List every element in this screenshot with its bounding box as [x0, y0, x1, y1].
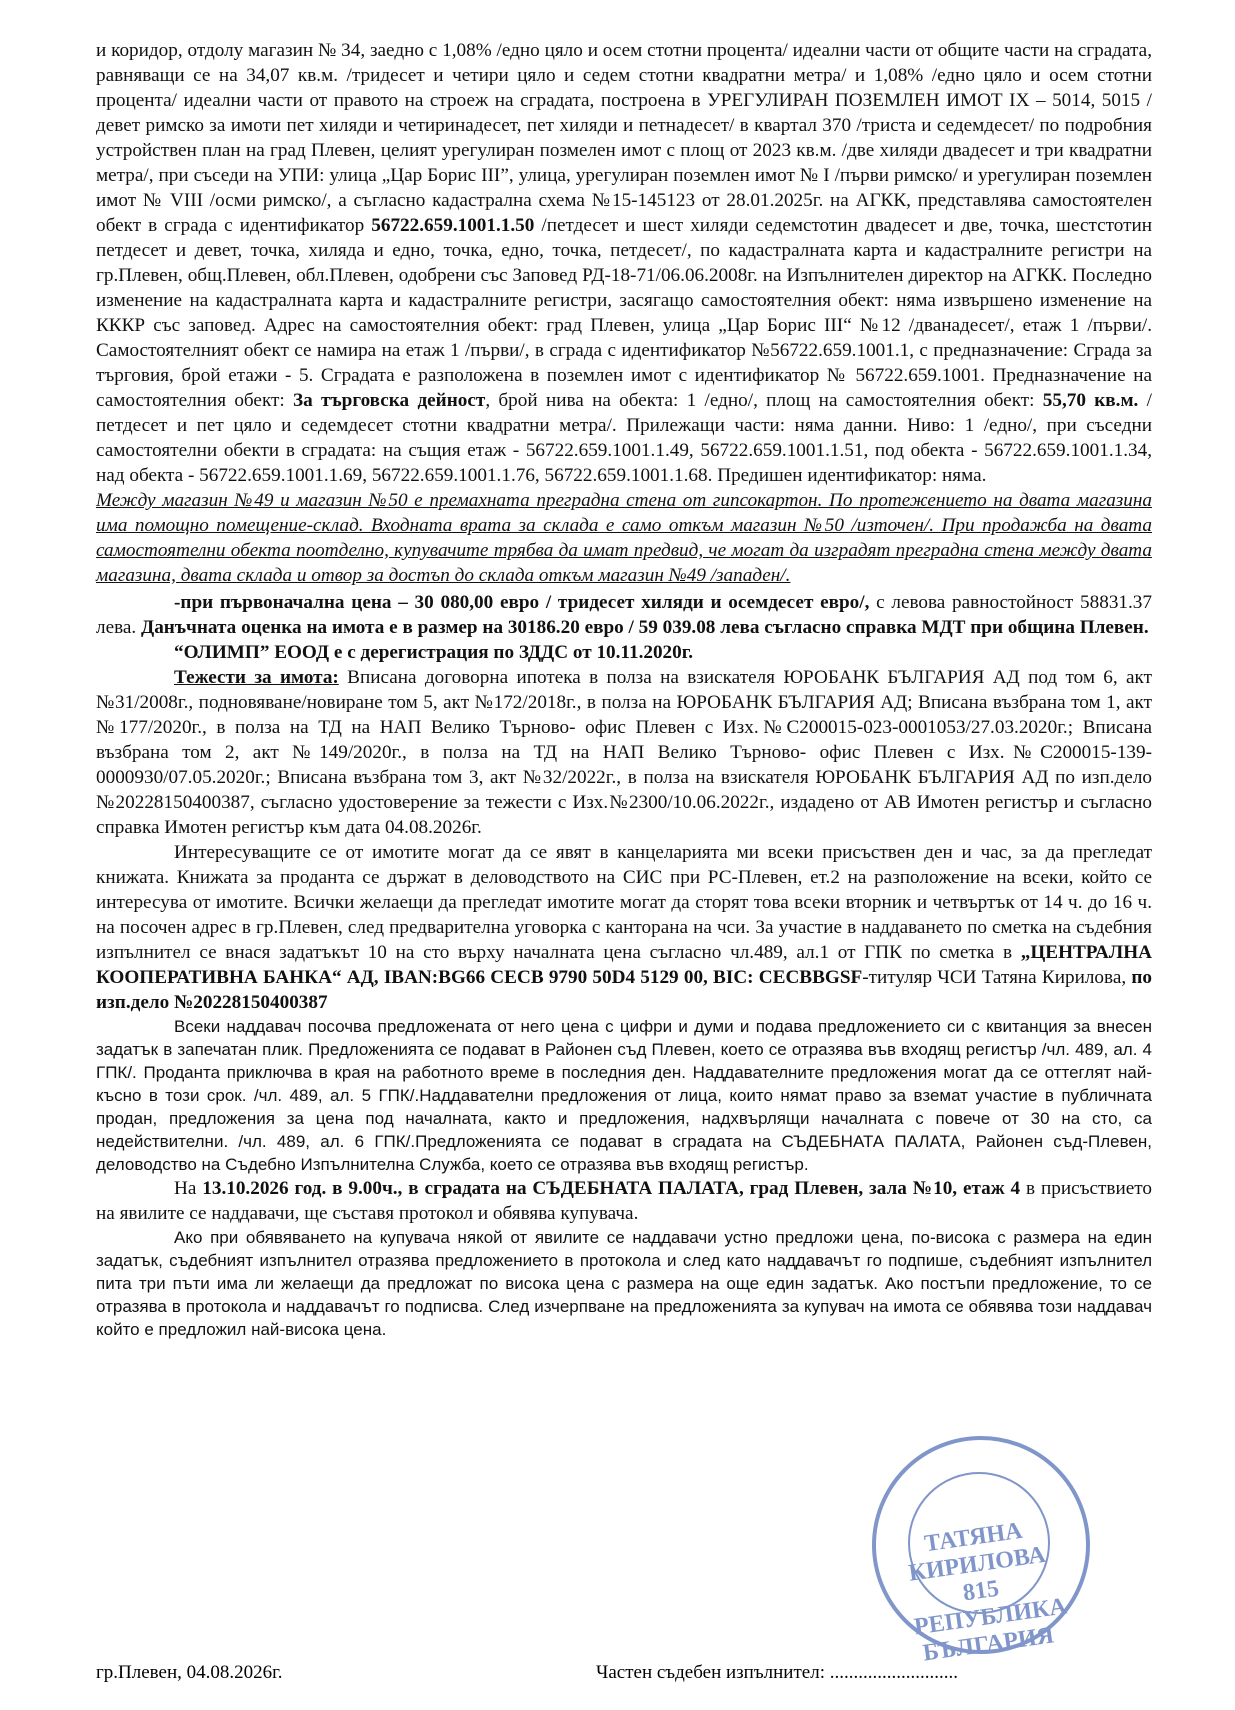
- inspection-paragraph: [96, 840, 1152, 1015]
- lev-equivalent: с левова равностойност 58831.37 лева.: [96, 592, 1152, 638]
- tax-assessment: Данъчната оценка на имота е в размер на 30186.20 евро / 59 039.08 лева съгласно справка МДТ при община Плевен.: [141, 617, 1149, 638]
- hearing-date-place: 13.10.2026 год. в 9.00ч., в сградата на СЪДЕБНАТА ПАЛАТА, град Плевен, зала №10, етаж 4: [202, 1178, 1021, 1199]
- property-identifier: 56722.659.1001.1.50: [371, 215, 535, 236]
- hearing-paragraph: [96, 1176, 1152, 1226]
- document-body: [96, 38, 1152, 1341]
- hearing-suffix: в присъствието на явилите се наддавачи, ще съставя протокол и обявява купувача.: [96, 1178, 1152, 1224]
- stamp-text: ТАТЯНА КИРИЛОВА 815 РЕПУБЛИКА БЪЛГАРИЯ: [907, 1517, 1069, 1667]
- case-number: по изп.дело №20228150400387: [96, 967, 1152, 1013]
- final-paragraph: Ако при обявяването на купувача някой от явилите се наддавачи устно предложи цена, по-висока с размера на един задатък, съдебният изпълнител отразява предложението в протокола и след като наддавачът го подпише, съдебният изпълнител пита три пъти има ли желаещи да предложат по висока цена с размера на още един задатък. Ако постъпи предложение, то се отразява в протокола и наддавачът го подписва. След изчерпване на предложенията за купувач на имота се обявява този наддавач който е предложил най-висока цена.: [96, 1228, 1152, 1339]
- property-text-part2: /петдесет и шест хиляди седемстотин двадесет и две, точка, шестстотин петдесет и девет, точка, хиляда и едно, точка, едно, точка, петдесет/, по кадастралната карта и кадастралните регистри на гр.Плевен, общ.Плевен, обл.Плевен, одобрени със Заповед РД-18-71/06.06.2008г. на Изпълнителен директор на АГКК. Последно изменение на кадастралната карта и кадастралните регистри, засягащо самостоятелния обект: няма извършено изменение на КККР със заповед. Адрес на самостоятелния обект: град Плевен, улица „Цар Борис III“ №12 /дванадесет/, етаж 1 /първи/. Самостоятелният обект се намира на етаж 1 /първи/, в сграда с идентификатор №56722.659.1001.1, с предназначение: Сграда за търговия, брой етажи - 5. Сградата е разположена в поземлен имот с идентификатор № 56722.659.1001. Предназначение на самостоятелния обект:: [96, 215, 1153, 411]
- enforcement-agent-signature: Частен съдебен изпълнител: ...........................: [596, 1662, 958, 1683]
- property-text-part3: , брой нива на обекта: 1 /едно/, площ на самостоятелния обект:: [485, 390, 1043, 411]
- hearing-prefix: На: [174, 1178, 203, 1199]
- place-date: гр.Плевен, 04.08.2026г.: [96, 1662, 283, 1683]
- property-purpose: За търговска дейност: [293, 390, 486, 411]
- burdens-paragraph: [96, 665, 1152, 840]
- bank-account: „ЦЕНТРАЛНА КООПЕРАТИВНА БАНКА“ АД, IBAN:BG66 CECB 9790 50D4 5129 00, BIC: CECBBGSF: [96, 942, 1152, 988]
- price-paragraph: [96, 590, 1152, 640]
- burdens-label: Тежести за имота:: [174, 667, 339, 688]
- holder-text: -титуляр ЧСИ Татяна Кирилова,: [862, 967, 1132, 988]
- property-text-part1: и коридор, отдолу магазин № 34, заедно с 1,08% /едно цяло и осем стотни процента/ идеални части от общите части на сградата, равняващи се на 34,07 кв.м. /тридесет и четири цяло и седем стотни квадратни метра/ и 1,08% /едно цяло и осем стотни процента/ идеални части от правото на строеж на сградата, построена в УРЕГУЛИРАН ПОЗЕМЛЕН ИМОТ IX – 5014, 5015 /девет римско за имоти пет хиляди и четиринадесет, пет хиляди и петнадесет/ в квартал 370 /триста и седемдесет/ по подробния устройствен план на град Плевен, целият урегулиран позмелен имот с площ от 2023 кв.м. /две хиляди двадесет и три квадратни метра/, при съседи на УПИ: улица „Цар Борис III”, улица, урегулиран поземлен имот № I /първи римско/ и урегулиран поземлен имот № VIII /осми римско/, а съгласно кадастрална схема №15-145123 от 28.01.2025г. на АГКК, представлява самостоятелен обект в сграда с идентификатор: [96, 40, 1152, 236]
- bids-paragraph: Всеки наддавач посочва предложената от него цена с цифри и думи и подава предложението си с квитанция за внесен задатък в запечатан плик. Предложенията се подават в Районен съд Плевен, което се отразява във входящ регистър /чл. 489, ал. 4 ГПК/. Проданта приключва в края на работното време в последния ден. Наддавателните предложения могат да се оттеглят най-късно в този срок. /чл. 489, ал. 5 ГПК/.Наддавателни предложения от лица, които нямат право за вземат участие в публичната продан, предложения за цена под началната, както и предложения, надхвърлящи началната с повече от 30 на сто, са недействителни. /чл. 489, ал. 6 ГПК/.Предложенията се подават в сградата на СЪДЕБНАТА ПАЛАТА, Районен съд-Плевен, деловодство на Съдебно Изпълнителна Служба, което се отразява във входящ регистър.: [96, 1017, 1152, 1174]
- vat-status: “ОЛИМП” ЕООД е с дерегистрация по ЗДДС от 10.11.2020г.: [174, 642, 694, 663]
- property-text-part4: /петдесет и пет цяло и седемдесет стотни квадратни метра/. Прилежащи части: няма данни. Ниво: 1 /едно/, при съседни самостоятелни обекти в сградата: на същия етаж - 56722.659.1001.1.49, 56722.659.1001.1.51, под обекта - 56722.659.1001.1.34, над обекта - 56722.659.1001.1.69, 56722.659.1001.1.76, 56722.659.1001.1.68. Предишен идентификатор: няма.: [96, 390, 1152, 486]
- initial-price: -при първоначална цена – 30 080,00 евро / тридесет хиляди и осемдесет евро/,: [174, 592, 870, 613]
- property-description: [96, 38, 1152, 488]
- partition-note: Между магазин №49 и магазин №50 е премахната преградна стена от гипсокартон. По протежението на двата магазина има помощно помещение-склад. Входната врата за склада е само откъм магазин №50 /източен/. При продажба на двата самостоятелни обекта поотделно, купувачите трябва да имат предвид, че могат да изградят преградна стена между двата магазина, двата склада и отвор за достъп до склада откъм магазин №49 /западен/.: [96, 490, 1152, 586]
- burdens-text: Вписана договорна ипотека в полза на взискателя ЮРОБАНК БЪЛГАРИЯ АД под том 6, акт №31/2008г., подновяване/новиране том 5, акт №172/2018г., в полза на ЮРОБАНК БЪЛГАРИЯ АД; Вписана възбрана том 1, акт №177/2020г., в полза на ТД на НАП Велико Търново- офис Плевен с Изх.№С200015-023-0001053/27.03.2020г.; Вписана възбрана том 2, акт №149/2020г., в полза на ТД на НАП Велико Търново- офис Плевен с Изх.№С200015-139-0000930/07.05.2020г.; Вписана възбрана том 3, акт №32/2022г., в полза на взискателя ЮРОБАНК БЪЛГАРИЯ АД по изп.дело №20228150400387, съгласно удостоверение за тежести с Изх.№2300/10.06.2022г., издадено от АВ Имотен регистър и съгласно справка Имотен регистър към дата 04.08.2026г.: [96, 667, 1153, 838]
- official-stamp: [872, 1436, 1090, 1667]
- property-area: 55,70 кв.м.: [1042, 390, 1139, 411]
- inspection-text: Интересуващите се от имотите могат да се явят в канцеларията ми всеки присъствен ден и час, за да прегледат книжата. Книжата за проданта се държат в деловодството на СИС при РС-Плевен, ет.2 на разположение на всеки, който се интересува от имотите. Всички желаещи да прегледат имотите могат да сторят това всеки вторник и четвъртък от 14 ч. до 16 ч. на посочен адрес в гр.Плевен, след предварителна уговорка с канторана на чси. За участие в наддаването по сметка на съдебния изпълнител се внася задатъкът 10 на сто върху началната цена съгласно чл.489, ал.1 от ГПК по сметка в: [96, 842, 1152, 963]
